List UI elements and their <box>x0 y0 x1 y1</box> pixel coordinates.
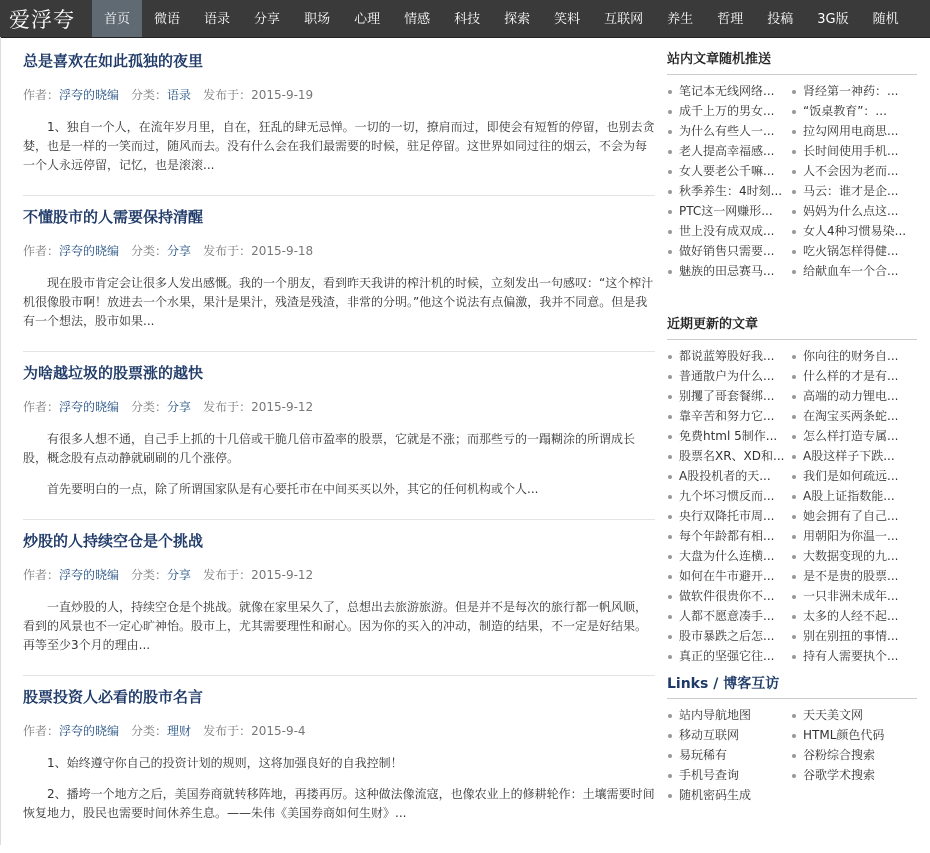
post-author[interactable]: 浮夸的晓编 <box>59 568 120 582</box>
recent-article-link[interactable]: 别在别扭的事情... <box>791 626 915 646</box>
post-excerpt: 现在股市肯定会让很多人发出感慨。我的一个朋友，看到昨天我讲的榨汁机的时候，立刻发出一句感叹：“这个榨汁机很像股市啊！放进去一个水果，果汁是果汁，残渣是残渣，非常的分明。”他这个说法有点偏激，我并不同意。但是我有一个想法，股市如果... <box>23 276 654 328</box>
nav-item-15[interactable]: 随机 <box>872 12 899 27</box>
post-category[interactable]: 分享 <box>167 400 192 414</box>
nav-item-3[interactable]: 分享 <box>254 12 281 27</box>
recent-articles-title: 近期更新的文章 <box>667 315 917 340</box>
post-date: 2015-9-19 <box>251 88 314 102</box>
date-label-text: 发布于： <box>203 724 252 738</box>
nav-item-1[interactable]: 微语 <box>154 12 181 27</box>
friend-link[interactable]: 手机号查询 <box>667 765 791 785</box>
recent-article-link[interactable]: 你向往的财务自... <box>791 346 915 366</box>
random-articles-list <box>667 81 917 281</box>
recent-article-link[interactable]: 央行双降托市周... <box>667 506 791 526</box>
recent-article-link[interactable]: A股投机者的天... <box>667 466 791 486</box>
recent-article-link[interactable]: 怎么样打造专属... <box>791 426 915 446</box>
post-excerpt: 1、始终遵守你自己的投资计划的规则，这将加强良好的自我控制！ <box>47 756 403 770</box>
category-label-text: 分类： <box>131 724 168 738</box>
nav-item-6[interactable]: 情感 <box>404 12 431 27</box>
post-item <box>23 530 655 676</box>
date-label-text: 发布于： <box>203 244 252 258</box>
date-label <box>203 400 319 414</box>
date-label-text: 发布于： <box>203 568 252 582</box>
category-label-text: 分类： <box>131 568 168 582</box>
post-author[interactable]: 浮夸的晓编 <box>59 244 120 258</box>
random-article-link[interactable]: 长时间使用手机... <box>791 141 915 161</box>
post-excerpt: 1、独自一个人，在流年岁月里，自在，狂乱的肆无忌惮。一切的一切，撩肩而过，即使会有短暂的停留，也别去贪婪，也是一样的一笑而过，随风而去。没有什么会在我们最需要的时候，驻足停留。这世界如同过往的烟云，不会为每一个人永远停留，记忆，也是滚滚... <box>23 120 655 172</box>
author-label-text: 作者： <box>23 88 60 102</box>
recent-article-link[interactable]: A股上证指数能... <box>791 486 915 506</box>
random-articles-widget <box>667 50 917 281</box>
post-date: 2015-9-12 <box>251 400 314 414</box>
author-label-text: 作者： <box>23 724 60 738</box>
friend-link[interactable]: 站内导航地图 <box>667 705 791 725</box>
post-author[interactable]: 浮夸的晓编 <box>59 88 120 102</box>
random-article-link[interactable]: 世上没有成双成... <box>667 221 791 241</box>
author-label-text: 作者： <box>23 244 60 258</box>
post-category[interactable]: 理财 <box>167 724 192 738</box>
date-label-text: 发布于： <box>203 400 252 414</box>
post-item <box>23 50 655 196</box>
post-excerpt: 有很多人想不通，自己手上抓的十几倍或干脆几倍市盈率的股票，它就是不涨；而那些亏的一蹋糊涂的所谓成长股，概念股有点动静就刷刷的几个涨停。 <box>23 432 636 465</box>
recent-articles-list <box>667 346 917 666</box>
nav-item-10[interactable]: 互联网 <box>604 12 644 27</box>
author-label-text: 作者： <box>23 568 60 582</box>
top-bar <box>0 0 930 38</box>
nav-item-5[interactable]: 心理 <box>354 12 381 27</box>
recent-article-link[interactable]: 我们是如何疏远... <box>791 466 915 486</box>
random-article-link[interactable]: 吃火锅怎样得健... <box>791 241 915 261</box>
recent-article-link[interactable]: 每个年龄都有相... <box>667 526 791 546</box>
post-meta <box>23 86 655 104</box>
date-label <box>203 568 319 582</box>
post-author[interactable]: 浮夸的晓编 <box>59 400 120 414</box>
recent-article-link[interactable]: 股市暴跌之后怎... <box>667 626 791 646</box>
random-article-link[interactable]: 做好销售只需要... <box>667 241 791 261</box>
post-date: 2015-9-18 <box>251 244 314 258</box>
author-label <box>23 400 125 414</box>
post-meta <box>23 722 655 740</box>
post-title[interactable]: 股票投资人必看的股市名言 <box>23 688 204 706</box>
random-articles-title: 站内文章随机推送 <box>667 50 917 75</box>
recent-article-link[interactable]: 靠辛苦和努力它... <box>667 406 791 426</box>
post-title[interactable]: 总是喜欢在如此孤独的夜里 <box>23 52 204 70</box>
nav-item-7[interactable]: 科技 <box>454 12 481 27</box>
random-article-link[interactable]: 女人4种习惯易染... <box>791 221 915 241</box>
category-label <box>131 724 197 738</box>
recent-article-link[interactable]: 做软件很贵你不... <box>667 586 791 606</box>
author-label <box>23 724 125 738</box>
random-article-link[interactable]: 妈妈为什么点这... <box>791 201 915 221</box>
author-label-text: 作者： <box>23 400 60 414</box>
random-article-link[interactable]: 马云：谁才是企... <box>791 181 915 201</box>
date-label <box>203 88 319 102</box>
post-list <box>23 50 655 853</box>
random-article-link[interactable]: 人不会因为老而... <box>791 161 915 181</box>
recent-article-link[interactable]: 普通散户为什么... <box>667 366 791 386</box>
recent-article-link[interactable]: A股这样子下跌... <box>791 446 915 466</box>
post-title[interactable]: 为啥越垃圾的股票涨的越快 <box>23 364 204 382</box>
links-list <box>667 705 917 805</box>
date-label <box>203 724 311 738</box>
random-article-link[interactable]: 拉勾网用电商思... <box>791 121 915 141</box>
nav-item-2[interactable]: 语录 <box>204 12 231 27</box>
random-article-link[interactable]: 女人要老公千嘛... <box>667 161 791 181</box>
random-article-link[interactable]: PTC这一网赚形... <box>667 201 791 221</box>
recent-article-link[interactable]: 大盘为什么连横... <box>667 546 791 566</box>
category-label-text: 分类： <box>131 400 168 414</box>
post-category[interactable]: 分享 <box>167 244 192 258</box>
random-article-link[interactable]: 给献血车一个合... <box>791 261 915 281</box>
recent-article-link[interactable]: 人都不愿意凑手... <box>667 606 791 626</box>
post-meta <box>23 398 655 416</box>
recent-articles-widget <box>667 315 917 666</box>
post-title[interactable]: 炒股的人持续空仓是个挑战 <box>23 532 204 550</box>
category-label <box>131 400 197 414</box>
post-item <box>23 686 655 843</box>
recent-article-link[interactable]: 在淘宝买两条蛇... <box>791 406 915 426</box>
links-widget <box>667 674 917 805</box>
author-label <box>23 88 125 102</box>
category-label-text: 分类： <box>131 244 168 258</box>
post-meta <box>23 242 655 260</box>
post-excerpt: 一直炒股的人，持续空仓是个挑战。就像在家里呆久了，总想出去旅游旅游。但是并不是每次的旅行都一帆风顺，看到的风景也不一定心旷神怡。股市上，尤其需要理性和耐心。因为你的买入的冲动，制造的结果，不一定是好结果。再等至少3个月的理由... <box>23 600 648 652</box>
friend-link[interactable]: 随机密码生成 <box>667 785 791 805</box>
post-title[interactable]: 不懂股市的人需要保持清醒 <box>23 208 204 226</box>
post-item <box>23 206 655 352</box>
friend-link[interactable]: 天天美文网 <box>791 705 915 725</box>
recent-article-link[interactable]: 用朝阳为你温一... <box>791 526 915 546</box>
friend-link[interactable]: 移动互联网 <box>667 725 791 745</box>
random-article-link[interactable]: 为什么有些人一... <box>667 121 791 141</box>
post-author[interactable]: 浮夸的晓编 <box>59 724 120 738</box>
content-area <box>0 37 930 845</box>
recent-article-link[interactable]: 真正的坚强它往... <box>667 646 791 666</box>
category-label <box>131 568 197 582</box>
friend-link[interactable]: HTML颜色代码 <box>791 725 915 745</box>
random-article-link[interactable]: 笔记本无线网络... <box>667 81 791 101</box>
recent-article-link[interactable]: 持有人需要执个... <box>791 646 915 666</box>
recent-article-link[interactable]: 一只非洲未成年... <box>791 586 915 606</box>
random-article-link[interactable]: 肾经第一神药：... <box>791 81 915 101</box>
recent-article-link[interactable]: 什么样的才是有... <box>791 366 915 386</box>
nav-item-12[interactable]: 哲理 <box>717 12 744 27</box>
nav-item-11[interactable]: 养生 <box>667 12 694 27</box>
random-article-link[interactable]: “饭桌教育”：... <box>791 101 915 121</box>
post-category[interactable]: 分享 <box>167 568 192 582</box>
recent-article-link[interactable]: 是不是贵的股票... <box>791 566 915 586</box>
post-item <box>23 362 655 520</box>
recent-article-link[interactable]: 九个坏习惯反而... <box>667 486 791 506</box>
category-label-text: 分类： <box>131 88 168 102</box>
friend-link[interactable]: 谷歌学术搜索 <box>791 765 915 785</box>
recent-article-link[interactable]: 高端的动力锂电... <box>791 386 915 406</box>
nav-item-8[interactable]: 探索 <box>504 12 531 27</box>
recent-article-link[interactable]: 别攫了哥套餐绑... <box>667 386 791 406</box>
post-excerpt: 首先要明白的一点，除了所谓国家队是有心要托市在中间买买以外，其它的任何机构或个人... <box>47 482 539 496</box>
recent-article-link[interactable]: 免费html 5制作... <box>667 426 791 446</box>
friend-link[interactable]: 易玩稀有 <box>667 745 791 765</box>
friend-link[interactable]: 谷粉综合搜索 <box>791 745 915 765</box>
recent-article-link[interactable]: 股票名XR、XD和... <box>667 446 791 466</box>
nav-item-14[interactable]: 3G版 <box>817 12 849 27</box>
random-article-link[interactable]: 老人提高幸福感... <box>667 141 791 161</box>
site-logo[interactable]: 爱浮夸 <box>9 8 75 32</box>
nav-item-0[interactable]: 首页 <box>92 0 142 37</box>
main-nav <box>92 0 911 37</box>
post-date: 2015-9-4 <box>251 724 306 738</box>
nav-item-13[interactable]: 投稿 <box>767 12 794 27</box>
random-article-link[interactable]: 秋季养生：4时刻... <box>667 181 791 201</box>
post-date: 2015-9-12 <box>251 568 314 582</box>
category-label <box>131 244 197 258</box>
random-article-link[interactable]: 成千上万的男女... <box>667 101 791 121</box>
links-title: Links / 博客互访 <box>667 674 917 699</box>
author-label <box>23 568 125 582</box>
nav-item-9[interactable]: 笑料 <box>554 12 581 27</box>
recent-article-link[interactable]: 大数据变现的九... <box>791 546 915 566</box>
date-label <box>203 244 319 258</box>
recent-article-link[interactable]: 她会拥有了自己... <box>791 506 915 526</box>
category-label <box>131 88 197 102</box>
recent-article-link[interactable]: 都说蓝筹股好我... <box>667 346 791 366</box>
random-article-link[interactable]: 魅族的田忌赛马... <box>667 261 791 281</box>
post-meta <box>23 566 655 584</box>
recent-article-link[interactable]: 太多的人经不起... <box>791 606 915 626</box>
sidebar <box>667 50 917 839</box>
post-category[interactable]: 语录 <box>167 88 192 102</box>
date-label-text: 发布于： <box>203 88 252 102</box>
post-excerpt: 2、播垮一个地方之后，美国券商就转移阵地，再搂再厉。这种做法像流寇，也像农业上的修耕轮作：土壤需要时间恢复地力，股民也需要时间休养生息。——朱伟《美国券商如何生财》... <box>23 787 655 820</box>
author-label <box>23 244 125 258</box>
nav-item-4[interactable]: 职场 <box>304 12 331 27</box>
recent-article-link[interactable]: 如何在牛市避开... <box>667 566 791 586</box>
